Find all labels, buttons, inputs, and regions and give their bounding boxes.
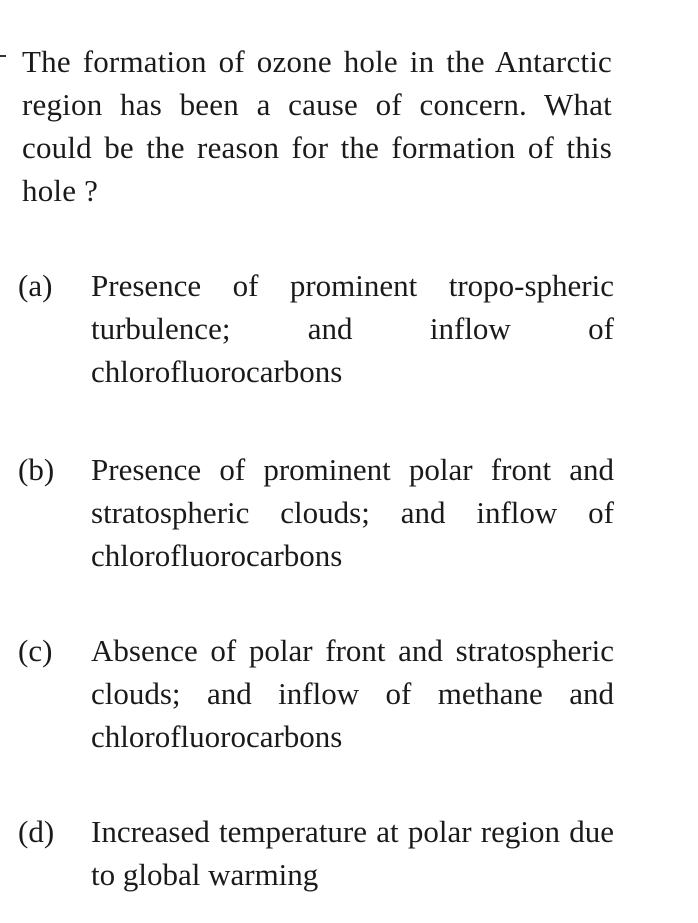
option-a-label: (a) [18, 268, 53, 303]
option-a[interactable] [18, 264, 614, 393]
option-c-label: (c) [18, 633, 53, 668]
option-d-label: (d) [18, 814, 55, 849]
question-text: The formation of ozone hole in the Antarctic region has been a cause of concern. What could be the reason for the formation of this hole ? [22, 44, 612, 208]
option-c[interactable] [18, 629, 614, 758]
option-c-text: Absence of polar front and stratospheric clouds; and inflow of methane and chlorofluorocarbons [91, 633, 614, 754]
option-b[interactable] [18, 448, 614, 577]
option-b-label: (b) [18, 452, 55, 487]
option-d[interactable] [18, 810, 614, 896]
option-d-text: Increased temperature at polar region due to global warming [91, 814, 614, 892]
question-marker [0, 55, 6, 57]
option-b-text: Presence of prominent polar front and stratospheric clouds; and inflow of chlorofluorocarbons [91, 452, 614, 573]
option-a-text: Presence of prominent tropo-spheric turbulence; and inflow of chlorofluorocarbons [91, 268, 614, 389]
